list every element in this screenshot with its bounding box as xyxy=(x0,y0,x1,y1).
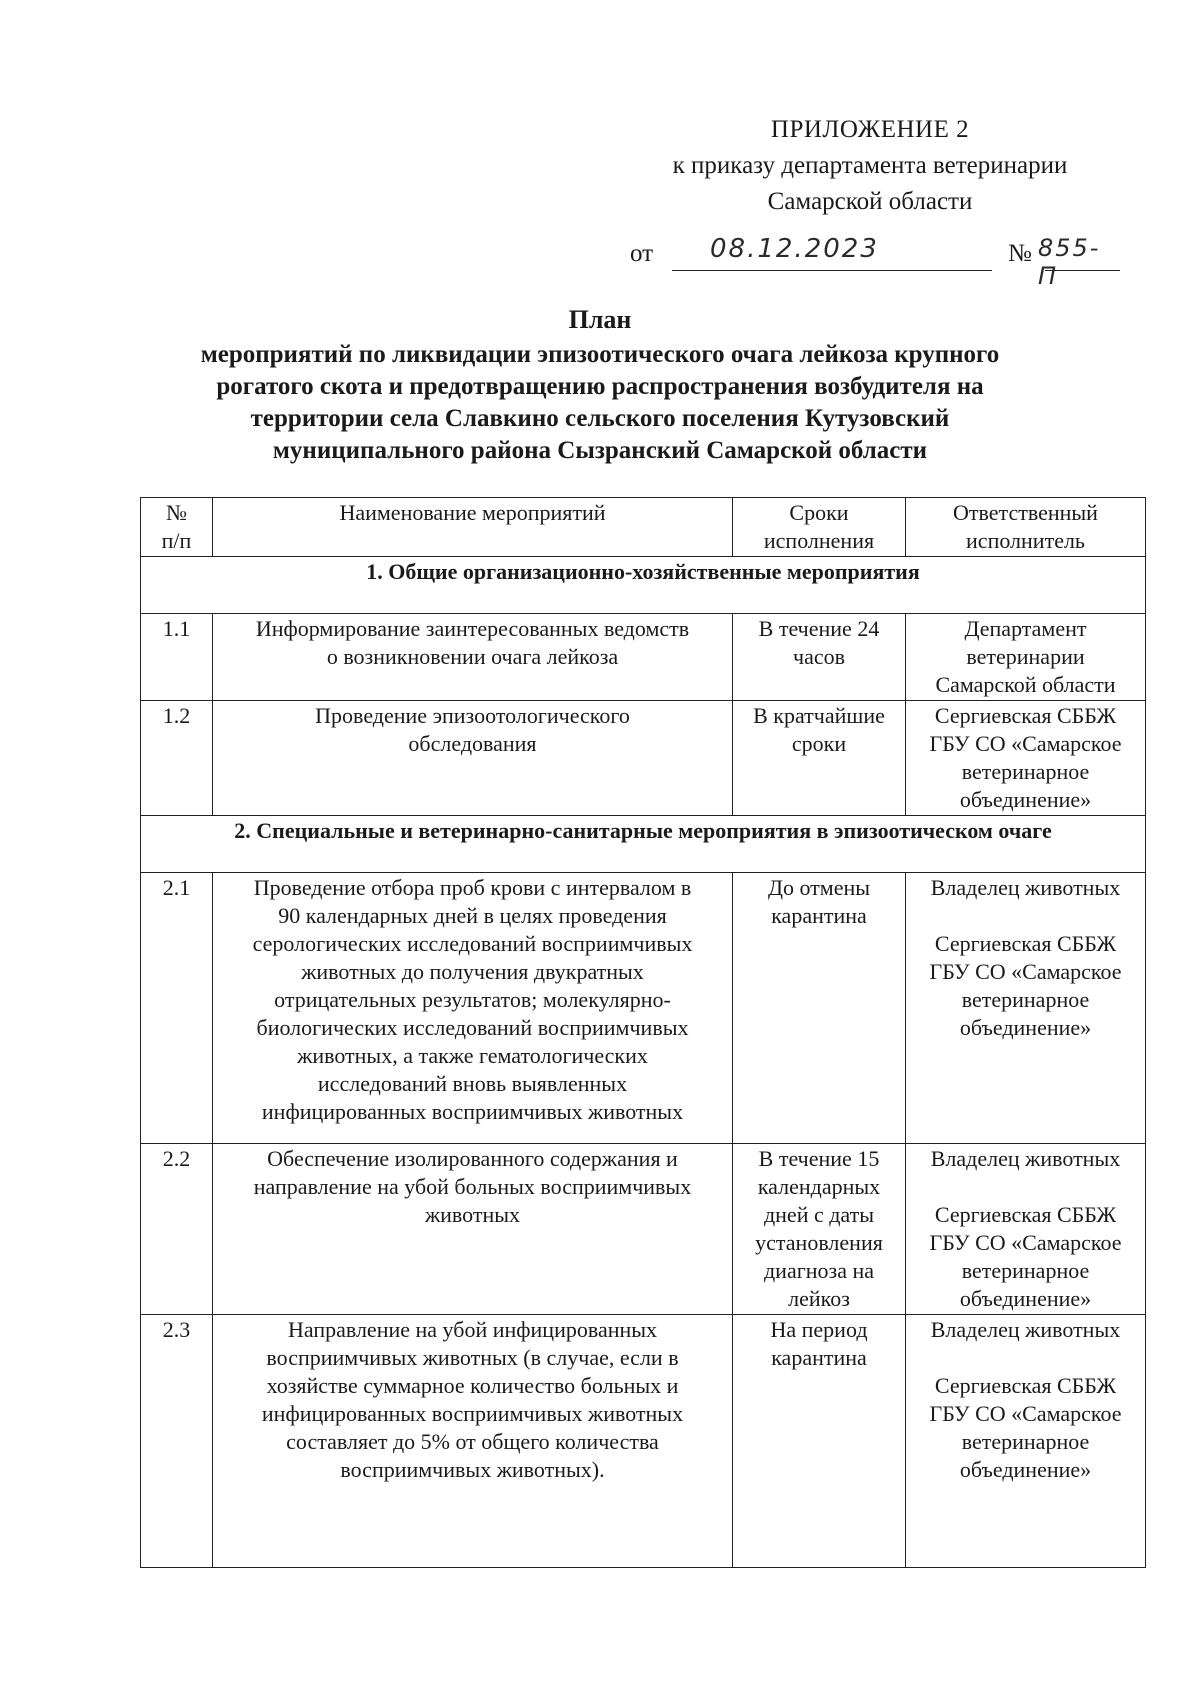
table-row xyxy=(141,1144,1146,1315)
row-number: 2.2 xyxy=(141,1144,213,1315)
row-number: 1.1 xyxy=(141,614,213,701)
cell-line: биологических исследований восприимчивых xyxy=(256,1015,689,1040)
header-name: Наименование мероприятий xyxy=(213,498,733,557)
table-row xyxy=(141,614,1146,701)
row-terms xyxy=(733,1315,906,1568)
cell-line: ветеринарное xyxy=(961,1429,1090,1454)
header-num: № п/п xyxy=(141,498,213,557)
cell-line: о возникновении очага лейкоза xyxy=(326,644,619,669)
cell-line: Владелец животных xyxy=(930,1317,1121,1342)
table-header-row xyxy=(141,498,1146,557)
cell-line: Сергиевская СББЖ xyxy=(934,1373,1117,1398)
cell-line: На период xyxy=(770,1317,868,1342)
cell-line: Департамент xyxy=(964,616,1087,641)
cell-line: диагноза на xyxy=(763,1258,875,1283)
row-name xyxy=(213,614,733,701)
cell-line: 90 календарных дней в целях проведения xyxy=(278,903,667,928)
cell-line: восприимчивых животных). xyxy=(340,1457,605,1482)
number-label: № xyxy=(1008,240,1032,267)
cell-line: инфицированных восприимчивых животных xyxy=(261,1099,684,1124)
cell-line: карантина xyxy=(771,903,867,928)
row-name xyxy=(213,873,733,1144)
appendix-line-1: к приказу департамента ветеринарии xyxy=(672,152,1068,179)
cell-line: установления xyxy=(755,1230,883,1255)
cell-line: животных до получения двукратных xyxy=(301,959,644,984)
cell-line: восприимчивых животных (в случае, если в xyxy=(266,1345,679,1370)
cell-line: животных xyxy=(424,1202,521,1227)
cell-line: хозяйстве суммарное количество больных и xyxy=(266,1373,679,1398)
order-date-number xyxy=(630,234,1120,290)
row-responsible xyxy=(906,873,1146,1144)
section-row xyxy=(141,816,1146,873)
cell-line: Сергиевская СББЖ xyxy=(934,1202,1117,1227)
row-name xyxy=(213,1144,733,1315)
order-date: 08.12.2023 xyxy=(710,234,879,264)
cell-line: До отмены xyxy=(767,875,871,900)
cell-line: сроки xyxy=(791,731,847,756)
row-responsible xyxy=(906,701,1146,816)
plan-heading: План xyxy=(568,305,632,334)
cell-line: карантина xyxy=(771,1345,867,1370)
table-row xyxy=(141,1315,1146,1568)
order-number: 855-П xyxy=(1038,234,1101,290)
table-row xyxy=(141,701,1146,816)
row-terms xyxy=(733,701,906,816)
row-responsible xyxy=(906,1144,1146,1315)
row-number: 2.1 xyxy=(141,873,213,1144)
row-terms xyxy=(733,614,906,701)
table-row xyxy=(141,873,1146,1144)
cell-line: объединение» xyxy=(959,787,1092,812)
appendix-line-2: Самарской области xyxy=(767,188,973,215)
cell-line: объединение» xyxy=(959,1457,1092,1482)
cell-line: ветеринарное xyxy=(961,1258,1090,1283)
cell-line: Сергиевская СББЖ xyxy=(934,931,1117,956)
plan-table xyxy=(140,497,1146,1568)
cell-line: направление на убой больных восприимчивых xyxy=(253,1174,692,1199)
cell-line: В кратчайшие xyxy=(753,703,885,728)
cell-line: инфицированных восприимчивых животных xyxy=(261,1401,684,1426)
cell-line: Владелец животных xyxy=(930,1146,1121,1171)
cell-line: Сергиевская СББЖ xyxy=(934,703,1117,728)
cell-line: Обеспечение изолированного содержания и xyxy=(267,1146,678,1171)
row-terms xyxy=(733,873,906,1144)
cell-line: Самарской области xyxy=(935,672,1116,697)
date-underline xyxy=(672,270,992,271)
cell-line xyxy=(910,1173,1141,1201)
cell-line: В течение 24 xyxy=(758,616,880,641)
cell-line: ГБУ СО «Самарское xyxy=(929,1401,1122,1426)
cell-line: часов xyxy=(793,644,845,669)
section-2-title: 2. Специальные и ветеринарно-санитарные мероприятия в эпизоотическом очаге xyxy=(141,816,1146,873)
row-terms xyxy=(733,1144,906,1315)
plan-title-line-1: мероприятий по ликвидации эпизоотического очага лейкоза крупного xyxy=(200,341,1000,368)
section-row xyxy=(141,557,1146,614)
cell-line: Проведение эпизоотологического xyxy=(315,703,630,728)
appendix-title: ПРИЛОЖЕНИЕ 2 xyxy=(770,116,970,143)
cell-line: ГБУ СО «Самарское xyxy=(929,731,1122,756)
plan-title-line-4: муниципального района Сызранский Самарской области xyxy=(272,437,928,464)
cell-line: отрицательных результатов; молекулярно- xyxy=(274,987,671,1012)
row-name xyxy=(213,701,733,816)
row-responsible xyxy=(906,614,1146,701)
cell-line: серологических исследований восприимчивых xyxy=(252,931,693,956)
cell-line: лейкоз xyxy=(788,1286,850,1311)
cell-line: Владелец животных xyxy=(930,875,1121,900)
cell-line: животных, а также гематологических xyxy=(297,1043,648,1068)
cell-line xyxy=(910,1344,1141,1372)
cell-line: обследования xyxy=(408,731,537,756)
cell-line: ГБУ СО «Самарское xyxy=(929,1230,1122,1255)
section-1-title: 1. Общие организационно-хозяйственные мероприятия xyxy=(141,557,1146,614)
cell-line: В течение 15 xyxy=(758,1146,880,1171)
plan-title-line-3: территории села Славкино сельского поселения Кутузовский xyxy=(250,405,950,432)
cell-line: Направление на убой инфицированных xyxy=(287,1317,658,1342)
cell-line: Информирование заинтересованных ведомств xyxy=(255,616,690,641)
cell-line: ГБУ СО «Самарское xyxy=(929,959,1122,984)
row-number: 1.2 xyxy=(141,701,213,816)
cell-line: ветеринарии xyxy=(966,644,1085,669)
plan-title-line-2: рогатого скота и предотвращению распространения возбудителя на xyxy=(216,373,984,400)
row-responsible xyxy=(906,1315,1146,1568)
cell-line: объединение» xyxy=(959,1015,1092,1040)
from-label: от xyxy=(630,240,654,267)
appendix-header xyxy=(620,112,1120,220)
cell-line: ветеринарное xyxy=(961,759,1090,784)
row-number: 2.3 xyxy=(141,1315,213,1568)
cell-line: составляет до 5% от общего количества xyxy=(286,1429,659,1454)
cell-line: дней с даты xyxy=(763,1202,875,1227)
cell-line xyxy=(910,902,1141,930)
header-responsible: Ответственный исполнитель xyxy=(906,498,1146,557)
cell-line: календарных xyxy=(757,1174,881,1199)
header-terms: Сроки исполнения xyxy=(733,498,906,557)
plan-title xyxy=(150,304,1050,467)
cell-line: Проведение отбора проб крови с интервалом в xyxy=(253,875,692,900)
cell-line: ветеринарное xyxy=(961,987,1090,1012)
cell-line: объединение» xyxy=(959,1286,1092,1311)
cell-line: исследований вновь выявленных xyxy=(317,1071,628,1096)
row-name xyxy=(213,1315,733,1568)
